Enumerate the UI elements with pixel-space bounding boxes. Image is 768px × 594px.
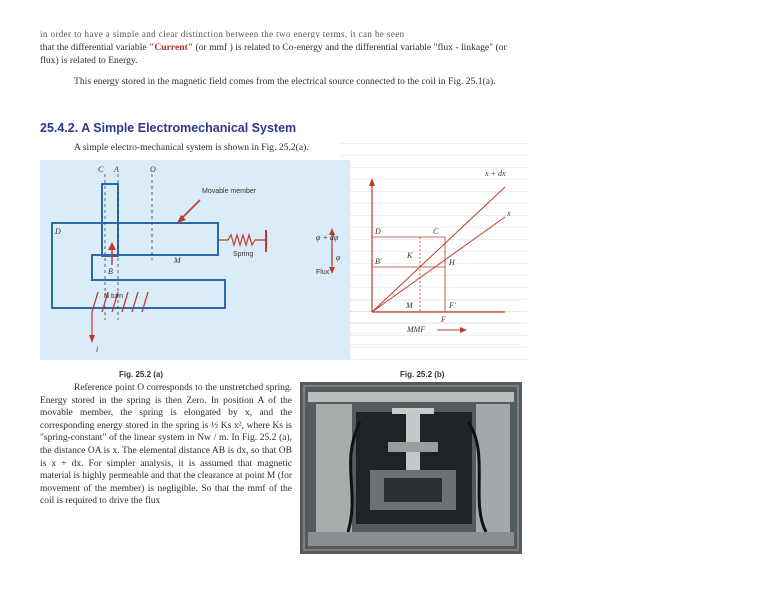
photo-crossbar bbox=[388, 442, 438, 452]
para4-text: Reference point O corresponds to the unstretched spring. Energy stored in the spring is then Zero. In position A of the movable member, the spring is elongated by x, and the corresponding energy stored in the spring is ½ Ks x², where Ks is "spring-constant" of the linear system in Nw / m. In Fig. 25.2 (a), the distance OA is x. The elemental distance AB is dx, so that OB is x + dx. For simpler analysis, it is assumed that magnetic material is highly permeable and that the clearance at point M (for movement of the member) is negligible. So that the mmf of the coil is required to drive the flux bbox=[40, 383, 292, 507]
label-b-prime: B' bbox=[375, 257, 382, 266]
label-m: M bbox=[406, 301, 413, 310]
photo-top-rail bbox=[308, 392, 514, 402]
caption-figure-b: Fig. 25.2 (b) bbox=[400, 370, 445, 379]
line-x bbox=[372, 217, 505, 312]
label-i: i bbox=[96, 345, 99, 354]
label-phi-dphi: φ + dφ bbox=[316, 233, 339, 242]
y-axis-head bbox=[369, 178, 375, 186]
photo-left-panel bbox=[316, 404, 352, 534]
figure-a-electromechanical-diagram bbox=[40, 160, 350, 360]
section-heading: 25.4.2. A Simple Electromechanical System bbox=[40, 121, 297, 135]
label-d: D bbox=[375, 227, 381, 236]
label-d: D bbox=[55, 227, 61, 236]
para1-before: that the differential variable bbox=[40, 42, 150, 53]
label-flux: Flux bbox=[316, 269, 330, 276]
apparatus-photograph bbox=[300, 382, 522, 554]
label-o: O bbox=[150, 165, 156, 174]
label-x: x bbox=[507, 209, 511, 218]
label-f: F bbox=[441, 315, 446, 324]
label-x-dx: x + dx bbox=[485, 169, 506, 178]
label-c: C bbox=[433, 227, 439, 236]
label-mmf: MMF bbox=[407, 325, 426, 334]
paragraph-system-intro: A simple electro-mechanical system is shown in Fig. 25.2(a). bbox=[74, 142, 309, 153]
apparatus-photo-drawing bbox=[300, 382, 522, 554]
line-x-dx bbox=[372, 187, 505, 312]
figure-a-background bbox=[40, 160, 350, 360]
label-a: A bbox=[114, 165, 119, 174]
figure-b-magnetization-diagram bbox=[345, 162, 520, 342]
cut-off-text-line: in order to have a simple and clear distinction between the two energy terms, it can be seen bbox=[40, 30, 405, 38]
paragraph-energy-source: This energy stored in the magnetic field comes from the electrical source connected to the coil in Fig. 25.1(a). bbox=[74, 76, 496, 87]
label-m: M bbox=[174, 256, 181, 265]
label-phi: φ bbox=[336, 253, 341, 262]
label-f-prime: F' bbox=[449, 301, 456, 310]
para1-after: (or mmf ) is related to Co-energy and the differential variable "flux - linkage" (or flux) is related to Energy. bbox=[40, 42, 507, 66]
label-k: K bbox=[407, 251, 413, 260]
label-b: B bbox=[108, 267, 113, 276]
photo-coil-housing bbox=[384, 478, 442, 502]
photo-bottom-rail bbox=[308, 532, 514, 546]
paragraph-reference-point bbox=[40, 382, 292, 508]
paragraph-current-flux bbox=[40, 42, 520, 67]
mmf-arrow-head bbox=[460, 327, 467, 333]
caption-figure-a: Fig. 25.2 (a) bbox=[119, 370, 164, 379]
label-c: C bbox=[98, 165, 104, 174]
highlight-current: "Current" bbox=[149, 42, 194, 53]
label-h: H bbox=[449, 258, 455, 267]
label-spring: Spring bbox=[233, 251, 254, 258]
label-movable-member: Movable member bbox=[202, 188, 257, 195]
label-n-turn: N turn bbox=[104, 293, 124, 300]
